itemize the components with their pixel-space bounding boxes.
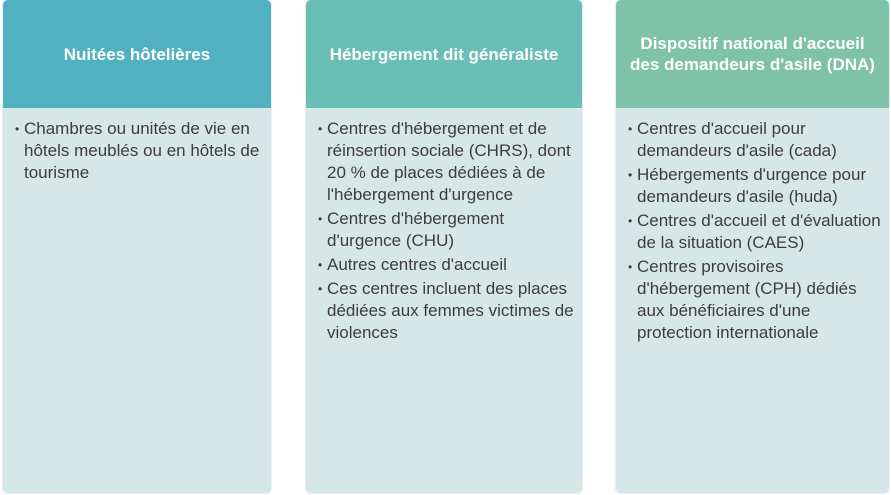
bullet-icon: •: [628, 168, 633, 182]
column-nuitees-hotelieres: [3, 0, 271, 493]
list-item: • Centres d'hébergement et de réinsertion sociale (CHRS), dont 20 % de places dédiées à de l'hébergement d'urgence: [318, 119, 571, 204]
list-item: • Autres centres d'accueil: [318, 255, 507, 274]
bullet-icon: •: [318, 212, 323, 226]
column-header: [3, 0, 271, 108]
list-item: • Centres d'hébergement d'urgence (CHU): [318, 209, 505, 250]
list-item: • Chambres ou unités de vie en hôtels meublés ou en hôtels de tourisme: [15, 119, 260, 182]
list-item: • Ces centres incluent des places dédiées aux femmes victimes de violences: [318, 279, 574, 342]
column-body: [616, 108, 889, 344]
bullet-icon: •: [628, 214, 633, 228]
bullet-icon: •: [318, 258, 323, 272]
bullet-icon: •: [628, 260, 633, 274]
bullet-icon: •: [15, 122, 20, 136]
item-list: [15, 118, 263, 184]
column-hebergement-generaliste: [306, 0, 582, 493]
column-body: [3, 108, 271, 184]
item-list: [628, 118, 881, 344]
column-dispositif-national-dna: [616, 0, 889, 493]
column-header: [616, 0, 889, 108]
column-title: Nuitées hôtelières: [63, 44, 211, 64]
column-header: [306, 0, 582, 108]
column-title: Hébergement dit généraliste: [329, 44, 559, 64]
list-item: • Centres provisoires d'hébergement (CPH) dédiés aux bénéficiaires d'une protection internationale: [628, 257, 857, 342]
column-title: Dispositif national d'accueil des demandeurs d'asile (DNA): [630, 34, 875, 74]
list-item: • Centres d'accueil et d'évaluation de la situation (CAES): [628, 211, 881, 252]
column-body: [306, 108, 582, 344]
item-list: [318, 118, 574, 344]
list-item: • Centres d'accueil pour demandeurs d'asile (cada): [628, 119, 837, 160]
bullet-icon: •: [318, 122, 323, 136]
list-item: • Hébergements d'urgence pour demandeurs d'asile (huda): [628, 165, 867, 206]
bullet-icon: •: [628, 122, 633, 136]
bullet-icon: •: [318, 282, 323, 296]
